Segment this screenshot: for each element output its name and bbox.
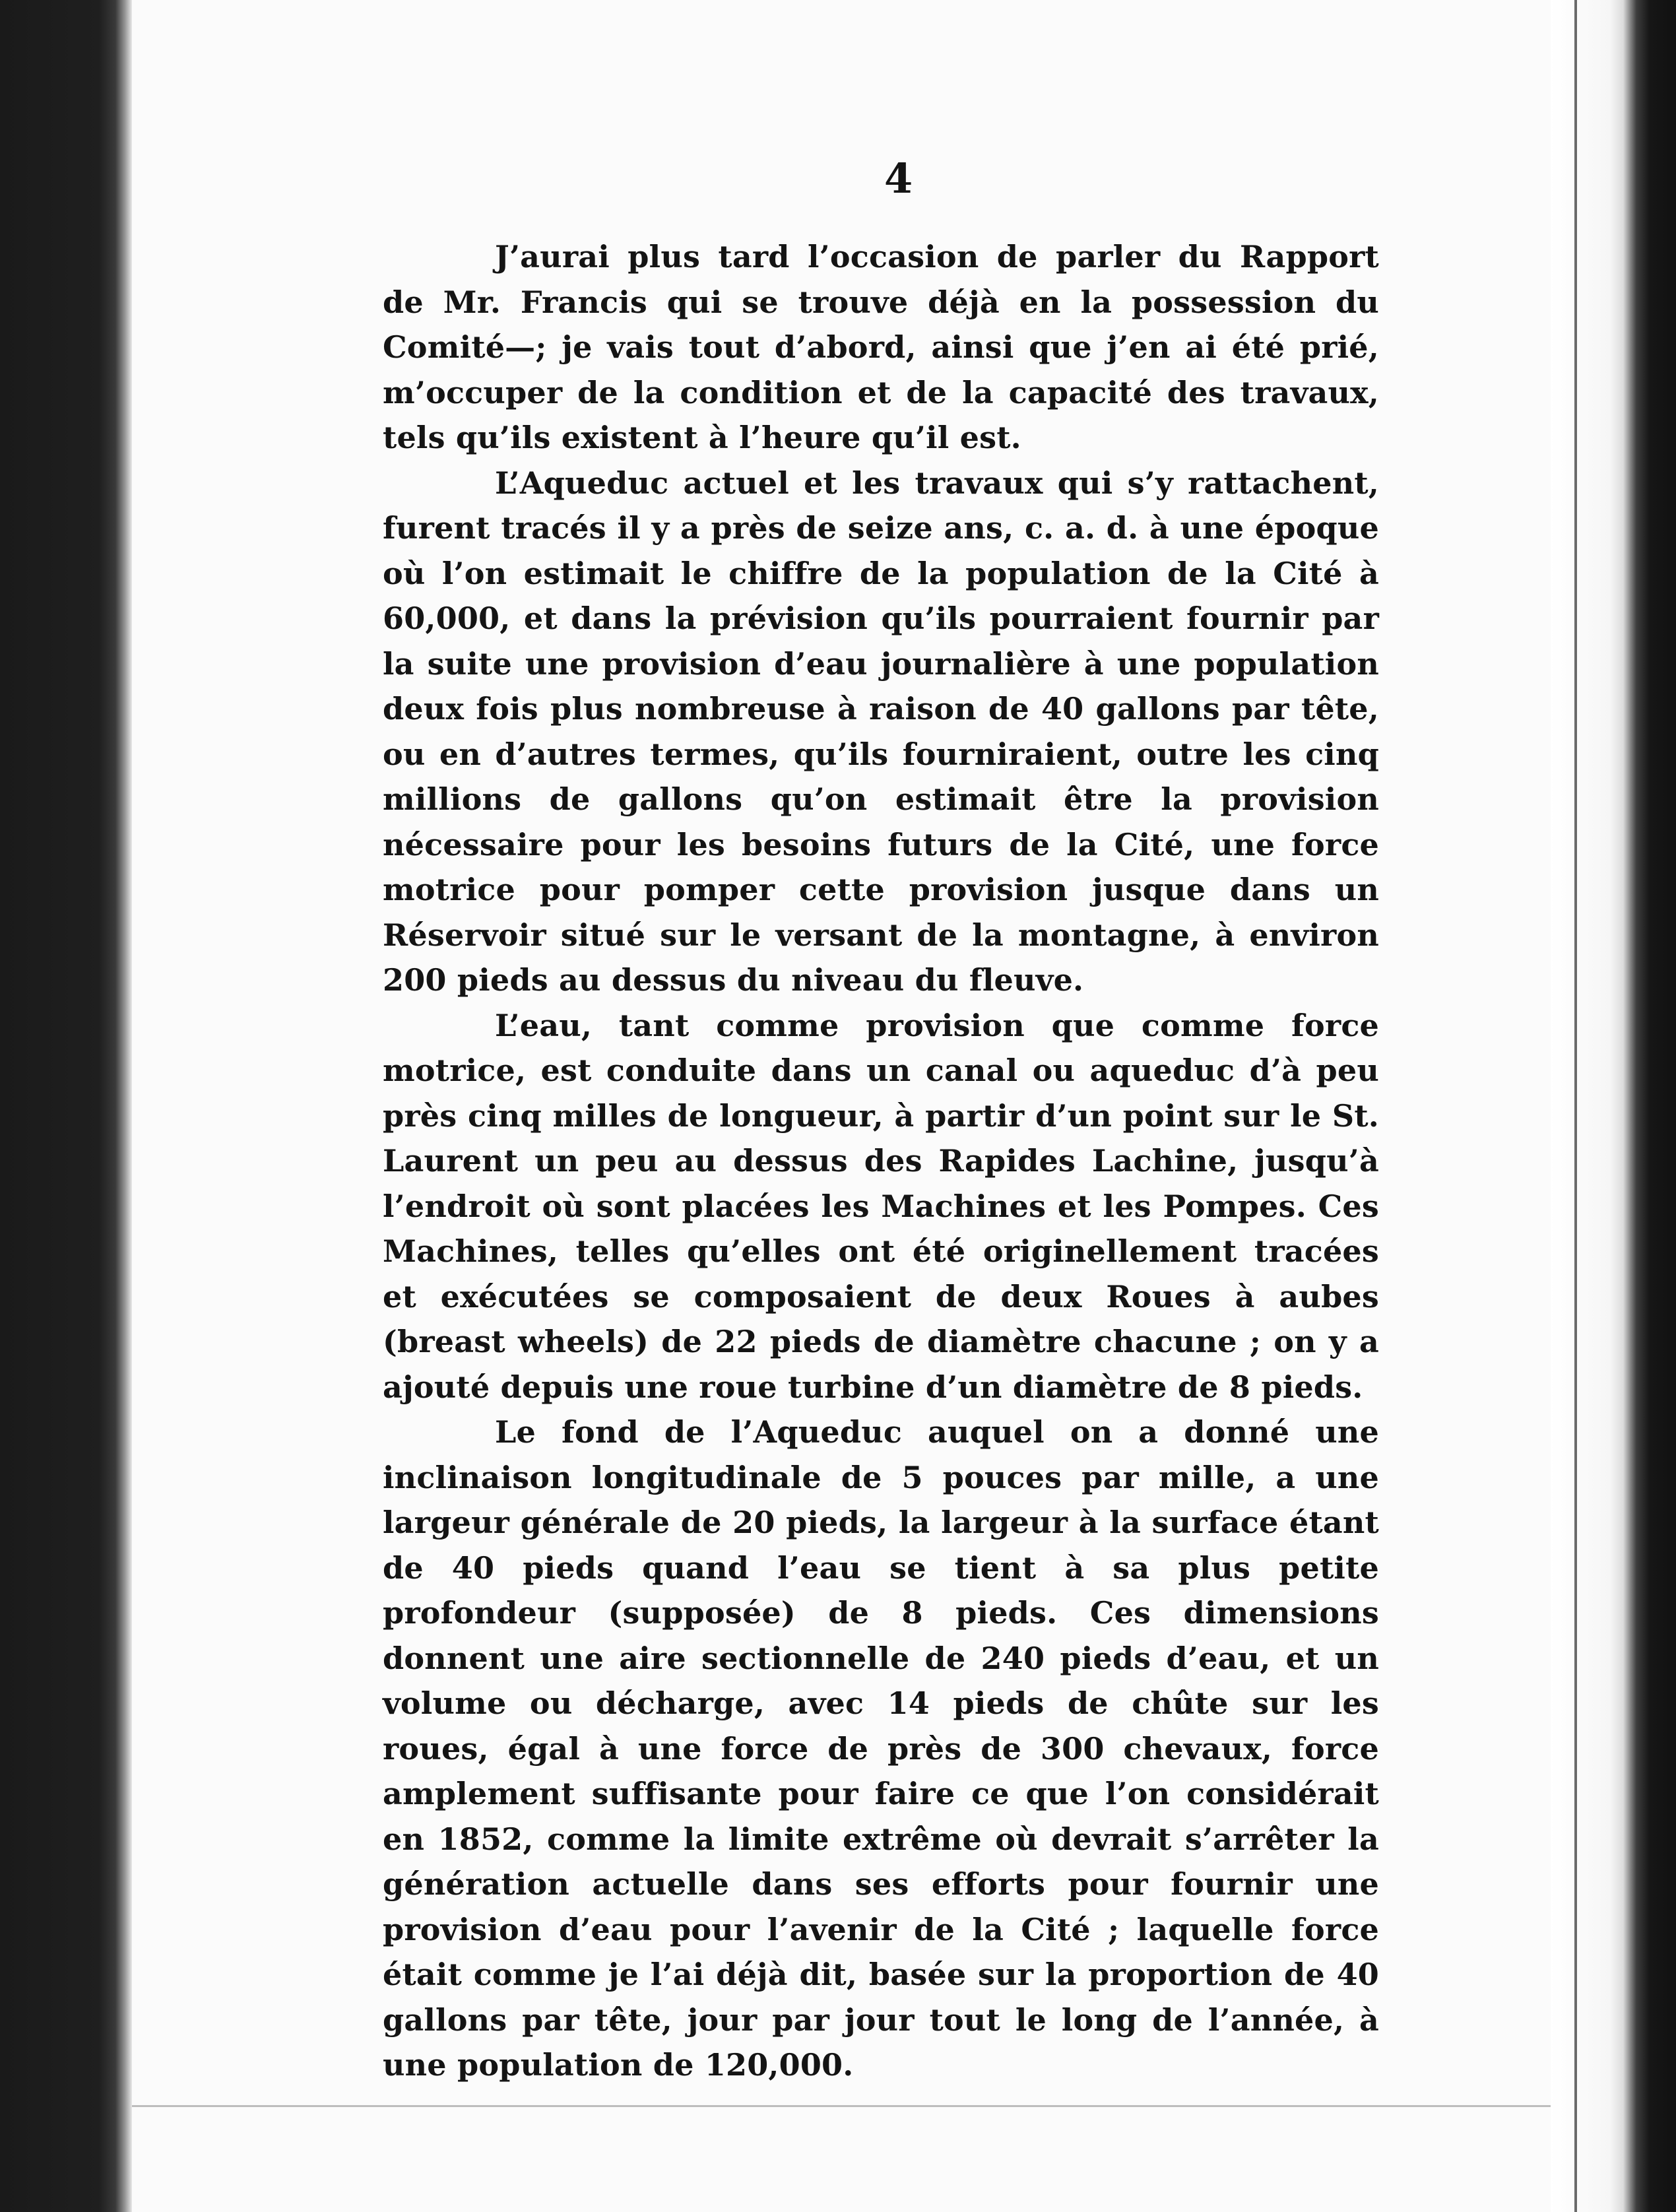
paragraph-2: L’Aqueduc actuel et les travaux qui s’y rattachent, furent tracés il y a près de seize ans, c. a. d. à une époque où l’on estimait le chiffre de la population de la Cité à 60,000, et dans la prévision qu’ils pourraient fournir par la suite une provision d’eau journalière à une population deux fois plus nombreuse à raison de 40 gallons par tête, ou en d’autres termes, qu’ils fourniraient, outre les cinq millions de gallons qu’on estimait être la provision nécessaire pour les besoins futurs de la Cité, une force motrice pour pomper cette provision jusque dans un Réservoir situé sur le versant de la montagne, à environ 200 pieds au dessus du niveau du fleuve. xyxy=(383,465,1379,998)
paragraph-1: J’aurai plus tard l’occasion de parler du Rapport de Mr. Francis qui se trouve déjà en la possession du Comité—; je vais tout d’abord, ainsi que j’en ai été prié, m’occuper de la condition et de la capacité des travaux, tels qu’ils existent à l’heure qu’il est. xyxy=(383,239,1379,455)
scan-border-right xyxy=(1551,0,1676,2212)
scan-border-left xyxy=(0,0,132,2212)
body-text xyxy=(383,234,1379,2088)
page-bottom-edge xyxy=(132,2105,1551,2107)
page-edge-line xyxy=(1574,0,1577,2212)
paragraph-4: Le fond de l’Aqueduc auquel on a donné une inclinaison longitudinale de 5 pouces par mille, a une largeur générale de 20 pieds, la largeur à la surface étant de 40 pieds quand l’eau se tient à sa plus petite profondeur (supposée) de 8 pieds. Ces dimensions donnent une aire sectionnelle de 240 pieds d’eau, et un volume ou décharge, avec 14 pieds de chûte sur les roues, égal à une force de près de 300 chevaux, force amplement suffisante pour faire ce que l’on considérait en 1852, comme la limite extrême où devrait s’arrêter la génération actuelle dans ses efforts pour fournir une provision d’eau pour l’avenir de la Cité ; laquelle force était comme je l’ai déjà dit, basée sur la proportion de 40 gallons par tête, jour par jour tout le long de l’année, à une population de 120,000. xyxy=(383,1414,1379,2083)
page-number: 4 xyxy=(884,154,913,203)
paragraph-3: L’eau, tant comme provision que comme force motrice, est conduite dans un canal ou aqueduc d’à peu près cinq milles de longueur, à partir d’un point sur le St. Laurent un peu au dessus des Rapides Lachine, jusqu’à l’endroit où sont placées les Machines et les Pompes. Ces Machines, telles qu’elles ont été originellement tracées et exécutées se composaient de deux Roues à aubes (breast wheels) de 22 pieds de diamètre chacune ; on y a ajouté depuis une roue turbine d’un diamètre de 8 pieds. xyxy=(383,1007,1379,1405)
